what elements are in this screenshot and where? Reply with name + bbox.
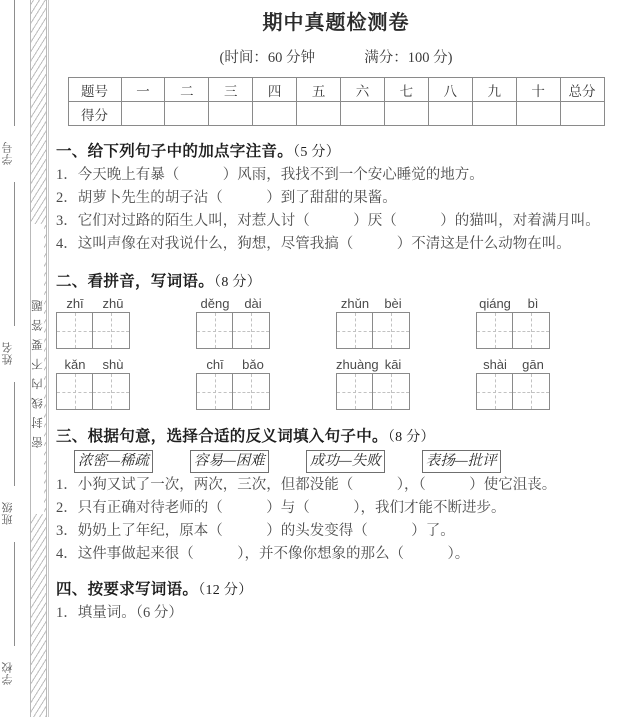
pinyin-text-3 (336, 295, 412, 312)
score-cell-4[interactable] (253, 102, 297, 126)
section-3-points: （8 分） (387, 430, 435, 445)
score-cell-1[interactable] (121, 102, 165, 126)
question-3-4: 4．这件事做起来很（ ），并不像你想象的那么（ ）。 (56, 546, 470, 562)
pinyin-group-2 (196, 295, 272, 349)
writing-grid-3[interactable] (336, 312, 412, 349)
pinyin-text-5 (56, 356, 132, 373)
seal-margin-area (0, 0, 52, 717)
grid-cell[interactable] (196, 312, 233, 349)
pinyin-syllable: bèi (384, 296, 402, 311)
score-cell-6[interactable] (341, 102, 385, 126)
score-table-col-5: 五 (297, 78, 341, 102)
writing-grid-4[interactable] (476, 312, 552, 349)
score-table-col-6: 六 (341, 78, 385, 102)
pinyin-group-5 (56, 356, 132, 410)
score-table-col-4: 四 (253, 78, 297, 102)
section-3-title: 三、根据句意，选择合适的反义词填入句子中。 (56, 428, 388, 445)
antonym-box-4[interactable]: 表扬—批评 (422, 450, 501, 473)
antonym-word-bank (56, 450, 616, 473)
pinyin-syllable: zhuàng (336, 357, 379, 372)
score-table-col-7: 七 (384, 78, 428, 102)
pinyin-syllable: bì (527, 296, 539, 311)
seal-rule-1 (14, 0, 15, 126)
score-cell-9[interactable] (472, 102, 516, 126)
score-table-col-3: 三 (209, 78, 253, 102)
score-table-col-10: 十 (516, 78, 560, 102)
grid-cell[interactable] (476, 312, 513, 349)
pinyin-group-1 (56, 295, 132, 349)
writing-grid-1[interactable] (56, 312, 132, 349)
score-cell-2[interactable] (165, 102, 209, 126)
score-cell-8[interactable] (428, 102, 472, 126)
antonym-box-1[interactable]: 浓密—稀疏 (74, 450, 153, 473)
grid-cell[interactable] (513, 373, 550, 410)
section-heading-2 (56, 269, 616, 291)
score-cell-10[interactable] (516, 102, 560, 126)
grid-cell[interactable] (56, 312, 93, 349)
pinyin-group-3 (336, 295, 412, 349)
pinyin-syllable: gān (522, 357, 544, 372)
grid-cell[interactable] (93, 373, 130, 410)
question-1-3: 3．它们对过路的陌生人叫，对惹人讨（ ）厌（ ）的猫叫，对着满月叫。 (56, 213, 600, 229)
section-heading-4 (56, 577, 616, 599)
pinyin-text-6 (196, 356, 272, 373)
pinyin-syllable: dài (244, 296, 262, 311)
section-1-points: （5 分） (293, 145, 341, 160)
section-2-title: 二、看拼音，写词语。 (56, 273, 215, 290)
question-3-3: 3．奶奶上了年纪，原本（ ）的头发变得（ ）了。 (56, 523, 455, 539)
section-4-title: 四、按要求写词语。 (56, 581, 199, 598)
question-3-1: 1．小狗又试了一次，两次，三次，但都没能（ ），（ ）使它沮丧。 (56, 477, 557, 493)
pinyin-group-7 (336, 356, 412, 410)
score-table-row-label-question: 题号 (68, 78, 121, 102)
question-1-2: 2．胡萝卜先生的胡子沾（ ）到了甜甜的果酱。 (56, 190, 397, 206)
grid-cell[interactable] (373, 312, 410, 349)
pinyin-text-4 (476, 295, 552, 312)
pinyin-row-1 (56, 295, 616, 349)
pinyin-syllable: qiáng (479, 296, 511, 311)
writing-grid-6[interactable] (196, 373, 272, 410)
section-4-points: （12 分） (198, 583, 253, 598)
pinyin-group-4 (476, 295, 552, 349)
question-1-4: 4．这叫声像在对我说什么，狗想，尽管我搞（ ）不清这是什么动物在叫。 (56, 236, 571, 252)
question-1-1: 1．今天晚上有暴（ ）风雨，我找不到一个安心睡觉的地方。 (56, 167, 484, 183)
pinyin-text-2 (196, 295, 272, 312)
seal-label-school: 学校 (2, 661, 14, 685)
pinyin-syllable: zhǔn (340, 296, 370, 311)
pinyin-group-6 (196, 356, 272, 410)
score-table (68, 77, 605, 126)
section-2-points: （8 分） (214, 275, 262, 290)
pinyin-syllable: chī (206, 357, 224, 372)
pinyin-group-8 (476, 356, 552, 410)
score-table-row-label-score: 得分 (68, 102, 121, 126)
grid-cell[interactable] (513, 312, 550, 349)
seal-rule-3 (14, 382, 15, 486)
pinyin-row-2 (56, 356, 616, 410)
exam-paper-sheet (56, 0, 616, 717)
grid-cell[interactable] (336, 312, 373, 349)
antonym-box-3[interactable]: 成功—失败 (306, 450, 385, 473)
score-table-col-total: 总分 (560, 78, 604, 102)
section-heading-3 (56, 424, 616, 446)
grid-cell[interactable] (56, 373, 93, 410)
section-heading-1 (56, 139, 616, 161)
score-table-header-row (68, 78, 604, 102)
score-table-container (68, 77, 605, 126)
page-title: 期中真题检测卷 (262, 12, 410, 34)
grid-cell[interactable] (373, 373, 410, 410)
score-table-col-9: 九 (472, 78, 516, 102)
section-1-title: 一、给下列句子中的加点字注音。 (56, 143, 294, 160)
question-3-2: 2．只有正确对待老师的（ ）与（ ），我们才能不断进步。 (56, 500, 506, 516)
pinyin-syllable: kāi (384, 357, 402, 372)
grid-cell[interactable] (93, 312, 130, 349)
antonym-box-2[interactable]: 容易—困难 (190, 450, 269, 473)
pinyin-syllable: zhī (66, 296, 84, 311)
exam-duration: (时间：60 分钟 (219, 50, 315, 66)
score-table-col-8: 八 (428, 78, 472, 102)
pinyin-syllable: bǎo (242, 357, 264, 372)
seal-label-student-id: 学号 (2, 141, 14, 165)
score-table-col-1: 一 (121, 78, 165, 102)
seal-label-class: 班级 (2, 501, 14, 525)
score-cell-7[interactable] (384, 102, 428, 126)
exam-total-score: 满分：100 分) (364, 50, 453, 66)
question-4-1: 1．填量词。（6 分） (56, 605, 183, 621)
score-cell-5[interactable] (297, 102, 341, 126)
seal-rule-2 (14, 182, 15, 326)
writing-grid-8[interactable] (476, 373, 552, 410)
grid-cell[interactable] (233, 312, 270, 349)
seal-label-name: 姓名 (2, 341, 14, 365)
pinyin-syllable: shài (483, 357, 507, 372)
seal-outer-rule (48, 0, 49, 717)
score-cell-total[interactable] (560, 102, 604, 126)
grid-cell[interactable] (233, 373, 270, 410)
grid-cell[interactable] (196, 373, 233, 410)
score-table-score-row (68, 102, 604, 126)
pinyin-text-8 (476, 356, 552, 373)
pinyin-syllable: kǎn (64, 357, 86, 372)
grid-cell[interactable] (476, 373, 513, 410)
pinyin-syllable: děng (200, 296, 230, 311)
pinyin-syllable: shù (102, 357, 124, 372)
pinyin-text-7 (336, 356, 412, 373)
pinyin-syllable: zhū (102, 296, 124, 311)
seal-vertical-text: 密封线内不要答题 (32, 292, 44, 448)
score-cell-3[interactable] (209, 102, 253, 126)
score-table-col-2: 二 (165, 78, 209, 102)
pinyin-text-1 (56, 295, 132, 312)
writing-grid-7[interactable] (336, 373, 412, 410)
grid-cell[interactable] (336, 373, 373, 410)
seal-rule-4 (14, 542, 15, 646)
writing-grid-5[interactable] (56, 373, 132, 410)
paper-subtitle (56, 46, 616, 67)
writing-grid-2[interactable] (196, 312, 272, 349)
